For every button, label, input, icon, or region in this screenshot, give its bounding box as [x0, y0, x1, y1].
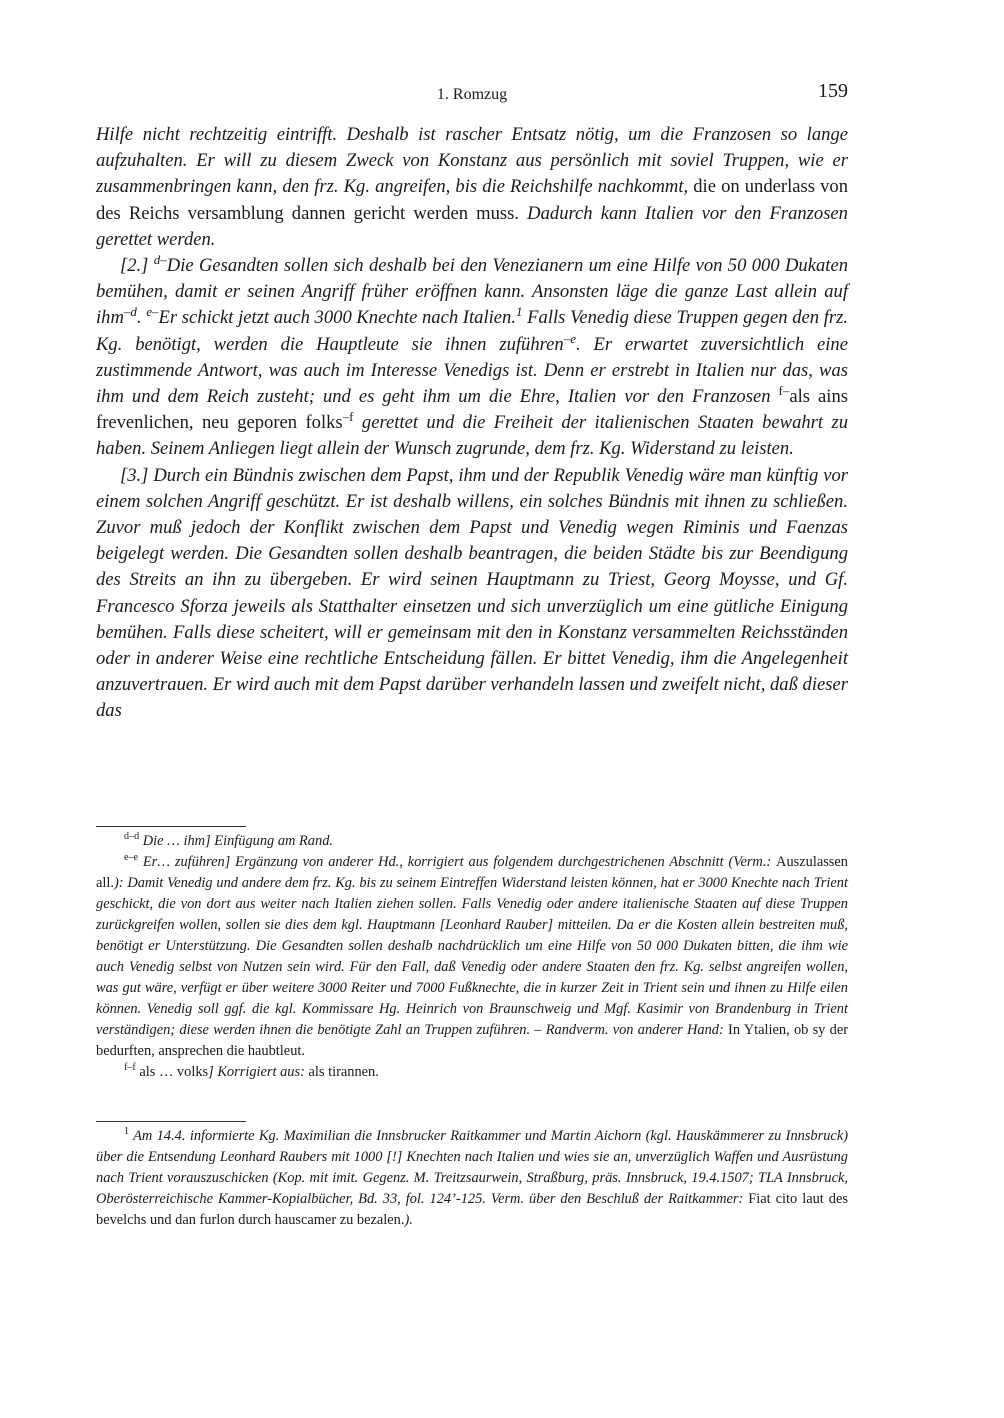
main-text	[96, 122, 848, 725]
note-mark-f-close: –f	[342, 409, 354, 425]
critical-note-d-mark: d–d	[124, 831, 140, 843]
critical-note-f-lemma: als … volks	[135, 1064, 209, 1080]
footnote-rule	[96, 826, 246, 827]
paragraph-1	[96, 122, 848, 253]
paragraph-2-text-e: . Er erwartet zuversichtlich eine zustimmende Antwort, was auch im Interesse Venedigs ist. Denn er erstrebt in Italien nur das, was ihm und dem Reich zusteht; und es geht ihm um die Ehre, Italien vor den Franzosen	[96, 333, 848, 408]
paragraph-2-number: [2.]	[120, 255, 154, 277]
running-title: 1. Romzug	[436, 86, 508, 103]
footnote-rule	[96, 1121, 246, 1122]
critical-note-f-mark: f–f	[124, 1062, 136, 1074]
critical-note-e	[96, 852, 848, 1062]
paragraph-2-text-b: .	[136, 307, 147, 329]
paragraph-3: [3.] Durch ein Bündnis zwischen dem Papst, ihm und der Republik Venedig wäre man künftig vor einem solchen Angriff geschützt. Er ist deshalb willens, ein solches Bündnis mit ihnen zu schließen. Zuvor muß jedoch der Konflikt zwischen dem Papst und Venedig wegen Riminis und Faenzas beigelegt werden. Die Gesandten sollen deshalb beantragen, die beiden Städte bis zur Beendigung des Streits an ihn zu übergeben. Er wird seinen Hauptmann zu Triest, Georg Moysse, und Gf. Francesco Sforza jeweils als Statthalter einsetzen und sich unverzüglich um eine gütliche Einigung bemühen. Falls diese scheitert, will er gemeinsam mit den in Konstanz versammelten Reichsständen oder in anderer Weise eine rechtliche Entscheidung fällen. Er bittet Venedig, ihm die Angelegenheit anzuvertrauen. Er wird auch mit dem Papst darüber verhandeln lassen und zweifelt nicht, daß dieser das	[96, 464, 848, 722]
paragraph-2	[96, 253, 848, 463]
critical-note-f-quote: als tirannen.	[308, 1064, 379, 1080]
note-mark-d-close: –d	[123, 304, 137, 320]
critical-note-f	[96, 1062, 848, 1083]
critical-note-e-quote-a: Auszulassen all.	[96, 854, 848, 891]
paragraph-2-text-d: Falls Venedig diese Truppen gegen den frz. Kg. benötigt, werden die Hauptleute sie ihnen zuführen	[96, 307, 848, 355]
page-number: 159	[818, 80, 848, 102]
footnote-ref-1: 1	[516, 304, 523, 320]
footnote-1-mark: 1	[124, 1126, 130, 1138]
critical-note-d-text: Die … ihm] Einfügung am Rand.	[139, 833, 333, 849]
note-mark-e-close: –e	[563, 330, 577, 346]
paragraph-2-text-c: Er schickt jetzt auch 3000 Knechte nach Italien.	[158, 307, 516, 329]
note-mark-e-open: e–	[146, 304, 159, 320]
paragraph-2-quote: als ains frevenlichen, neu geporen folks	[96, 386, 848, 434]
critical-note-e-text-a: Er… zuführen] Ergänzung von anderer Hd., korrigiert aus folgendem durchgestrichenen Abschnitt (Verm.:	[138, 854, 777, 870]
page-header	[96, 80, 848, 110]
paragraph-1-summary: Hilfe nicht rechtzeitig eintrifft. Deshalb ist rascher Entsatz nötig, um die Franzosen so lange aufzuhalten. Er will zu diesem Zweck von Konstanz aus persönlich mit soviel Truppen, wie er zusammenbringen kann, den frz. Kg. angreifen, bis die Reichshilfe nachkommt,	[96, 124, 848, 198]
commentary-footnotes	[96, 1121, 848, 1231]
footnote-1-text-b: ).	[404, 1212, 413, 1228]
footnote-1-text-a: Am 14.4. informierte Kg. Maximilian die Innsbrucker Raitkammer und Martin Aichorn (kgl. Hauskämmerer zu Innsbruck) über die Entsendung Leonhard Raubers mit 1000 [!] Knechten nach Italien und wies sie an, unverzüglich Waffen und Ausrüstung nach Trient vorauszuschicken (Kop. mit imit. Gegenz. M. Treitzsaurwein, Straßburg, präs. Innsbruck, 19.4.1507; TLA Innsbruck, Oberösterreichische Kammer-Kopialbücher, Bd. 33, fol. 124’-125. Verm. über den Beschluß der Raitkammer:	[96, 1128, 848, 1207]
critical-note-e-quote-b: In Ytalien, ob sy der bedurften, ansprechen die haubtleut.	[96, 1022, 849, 1059]
critical-apparatus	[96, 826, 848, 1083]
paragraph-1-conclusion: Dadurch kann Italien vor den Franzosen gerettet werden.	[96, 202, 848, 250]
paragraph-2-text-f: gerettet und die Freiheit der italienischen Staaten bewahrt zu haben. Seinem Anliegen liegt allein der Wunsch zugrunde, dem frz. Kg. Widerstand zu leisten.	[96, 412, 849, 460]
note-mark-f-open: f–	[778, 382, 790, 398]
footnote-1	[96, 1126, 848, 1231]
footnote-1-quote: Fiat cito laut des bevelchs und dan furlon durch hauscamer zu bezalen.	[96, 1191, 848, 1228]
critical-note-f-text: ] Korrigiert aus:	[208, 1064, 309, 1080]
critical-note-e-mark: e–e	[124, 852, 138, 864]
critical-note-d	[96, 831, 848, 852]
paragraph-2-text-a: Die Gesandten sollen sich deshalb bei den Venezianern um eine Hilfe von 50 000 Dukaten bemühen, damit er seinen Angriff früher eröffnen kann. Ansonsten läge die ganze Last allein auf ihm	[96, 255, 848, 329]
note-mark-d-open: d–	[153, 251, 167, 267]
critical-note-e-text-b: ): Damit Venedig und andere dem frz. Kg. bis zu seinem Eintreffen Widerstand leisten können, hat er 3000 Knechte nach Trient geschickt, die von dort aus weiter nach Italien ziehen sollen. Falls Venedig oder andere italienische Staaten auf diese Truppen zurückgreifen wollen, sollen sie dies dem kgl. Hauptmann [Leonhard Rauber] mitteilen. Da er die Kosten allein bestreiten muß, benötigt er Unterstützung. Die Gesandten sollen deshalb nachdrücklich um eine Hilfe von 50 000 Dukaten bitten, die ihm wie auch Venedig selbst von Nutzen sein wird. Für den Fall, daß Venedig oder andere Staaten den frz. Kg. selbst angreifen wollen, was gut wäre, verfügt er über weitere 3000 Reiter und 7000 Fußknechte, die in kurzer Zeit in Trient sein und ihnen zu Hilfe eilen können. Venedig soll ggf. die kgl. Kommissare Hg. Heinrich von Braunschweig und Mgf. Kasimir von Brandenburg in Trient verständigen; diese werden ihnen die benötigte Zahl an Truppen zuführen. – Randverm. von anderer Hand:	[96, 875, 848, 1038]
paragraph-1-quote: die on underlass von des Reichs versamblung dannen gericht werden muss.	[96, 176, 848, 224]
